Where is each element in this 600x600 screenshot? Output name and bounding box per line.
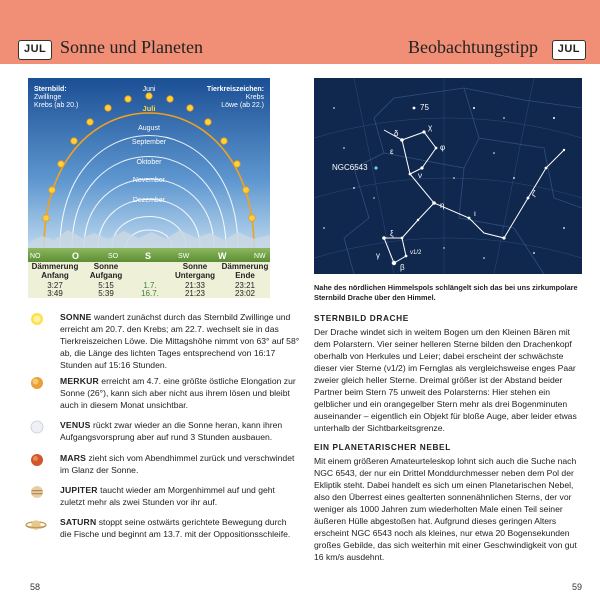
- label-ngc6543: NGC6543: [332, 163, 368, 172]
- sun-icon: [30, 312, 44, 326]
- planet-entry-merkur: [30, 375, 300, 411]
- planet-text: rückt zwar wieder an die Sonne heran, kann ihren Aufgangsvorsprung aber auf rund 3 Stunden ausbauen.: [60, 420, 283, 442]
- draco-star-map: [314, 78, 582, 274]
- table-cell: 5:39: [98, 289, 114, 298]
- table-cell: 21:33: [184, 281, 206, 290]
- left-page-title: Sonne und Planeten: [60, 37, 203, 57]
- tierkreis-label: Tierkreiszeichen:: [206, 86, 264, 93]
- venus-icon: [30, 420, 44, 434]
- month-label-juni: Juni: [142, 86, 156, 93]
- compass-so: SO: [108, 253, 119, 260]
- tierkreis-value-1: Krebs: [245, 94, 264, 101]
- planet-name: SONNE: [60, 312, 92, 322]
- month-label-dezember: Dezember: [132, 197, 166, 204]
- planet-entry-venus: [30, 419, 300, 443]
- label-gamma: γ: [376, 251, 380, 260]
- table-cell: 23:21: [234, 281, 256, 290]
- month-label-juli: Juli: [142, 104, 156, 113]
- label-delta: δ: [394, 129, 399, 138]
- section-heading-nebel: EIN PLANETARISCHER NEBEL: [314, 442, 451, 452]
- month-label-september: September: [131, 139, 167, 146]
- constellation-boundary: [344, 88, 582, 274]
- mars-icon: [30, 453, 44, 467]
- table-cell: 21:23: [184, 289, 206, 298]
- coordinate-grid: [314, 78, 582, 274]
- sun-path-diagram: [28, 78, 270, 262]
- tierkreis-value-2: Löwe (ab 22.): [221, 102, 264, 109]
- label-iota: ι: [474, 209, 476, 218]
- star-map-diagram: [314, 78, 582, 274]
- label-chi: χ: [428, 123, 433, 132]
- planet-text: wandert zunächst durch das Sternbild Zwillinge und erreicht am 20.7. den Krebs; am 22.7. wechselt sie in das Tierkreiszeichen Löwe. Die Mittagshöhe nimmt von 63° auf 58° ab, die Länge des lichten Tages entsprechend von 16:17 Stunden auf 15:16 Stunden.: [60, 312, 300, 370]
- compass-no: NO: [30, 253, 41, 260]
- planet-entry-jupiter: [30, 484, 300, 508]
- planet-name: VENUS: [60, 420, 91, 430]
- table-cell: 5:15: [98, 281, 114, 290]
- planet-text: zieht sich vom Abendhimmel zurück und verschwindet im Glanz der Sonne.: [60, 453, 295, 475]
- month-badge-left: JUL: [18, 40, 52, 60]
- planet-entry-mars: [30, 452, 300, 476]
- planet-text: erreicht am 4.7. eine größte östliche Elongation zur Sonne (26°), kann sich aber nicht aus ihrem lösen und bleibt auch in diesem Monat unsichtbar.: [60, 376, 296, 410]
- table-cell: 23:02: [234, 289, 256, 298]
- label-nu: ν: [418, 171, 422, 180]
- table-header-daemmerung-anfang: Dämmerung Anfang: [31, 262, 79, 280]
- page-number-right: 59: [571, 582, 582, 592]
- planet-entry-saturn: [30, 516, 300, 540]
- jupiter-icon: [30, 485, 44, 499]
- planet-name: JUPITER: [60, 485, 98, 495]
- sun-path-chart: [28, 78, 270, 298]
- right-page-title: Beobachtungstipp: [408, 37, 538, 57]
- label-zeta: ζ: [532, 189, 536, 198]
- constellation-lines: [384, 130, 564, 263]
- sternbild-value-2: Krebs (ab 20.): [34, 102, 79, 109]
- compass-sw: SW: [178, 253, 190, 260]
- compass-o: O: [72, 251, 80, 261]
- label-phi: φ: [440, 143, 446, 152]
- star-map-caption: Nahe des nördlichen Himmelspols schlängelt sich das bei uns zirkumpolare Sternbild Drache über den Himmel.: [314, 283, 578, 302]
- section-text-sternbild: Der Drache windet sich in weitem Bogen um den Kleinen Bären mit dem Polarstern. Vier seiner helleren Sterne bilden den Drachenkopf oberhalb von Herkules und Leier; dabei erscheint der schwächste dieser vier Sterne (ν1/2) im Fernglas als vergleichsweise enges Paar zweier gleich heller Sterne. Dreimal größer ist der Abstand beider Partner beim Stern 75 unweit des Polarsterns: Hier stehen ein gelblicher und ein orangegelber Stern mehr als drei Bogenminuten auseinander – eigentlich ein Objekt für bloße Auge, aber leider etwas unterhalb der Sichtbarkeitsgrenze.: [314, 327, 577, 433]
- sternbild-value-1: Zwillinge: [34, 94, 62, 101]
- label-xi: ξ: [390, 229, 394, 238]
- sun-times-table: [28, 262, 270, 298]
- label-75: 75: [420, 103, 429, 112]
- planet-text: taucht wieder am Morgenhimmel auf und geht zuletzt mehr als zwei Stunden vor ihr auf.: [60, 485, 275, 507]
- table-cell-date: 16.7.: [141, 289, 159, 298]
- section-text-nebel: Mit einem größeren Amateurteleskop lohnt sich auch die Suche nach NGC 6543, der nur ein Drittel Monddurchmesser neben dem Pol der Ekliptik steht. Dabei handelt es sich um einen Planetarischen Nebel, also den Überrest eines gealterten sonnenähnlichen Sterns, der vor weniger als 1000 Jahren zum wiederholten Male einen Teil seiner äußeren Hülle abgestoßen hat. Aufgrund dieses geringen Alters erscheint NGC 6543 noch als kleines, nur etwa 20 Bogensekunden großes Gebilde, das sich weiterhin mit einer Geschwindigkeit von gut 16 km/s ausdehnt.: [314, 456, 577, 562]
- table-header-daemmerung-ende: Dämmerung Ende: [221, 262, 269, 280]
- page-number-left: 58: [30, 582, 41, 592]
- table-cell: 3:27: [47, 281, 63, 290]
- table-header-sonne-aufgang: Sonne Aufgang: [89, 262, 123, 280]
- month-label-august: August: [138, 125, 160, 132]
- table-header-sonne-untergang: Sonne Untergang: [175, 262, 215, 280]
- label-beta: β: [400, 263, 405, 272]
- planet-name: MERKUR: [60, 376, 99, 386]
- planet-name: MARS: [60, 453, 87, 463]
- month-badge-right: JUL: [552, 40, 586, 60]
- label-eta: η: [440, 201, 445, 210]
- compass-s: S: [145, 251, 152, 261]
- compass-nw: NW: [254, 253, 266, 260]
- label-nu12: ν1/2: [410, 250, 422, 256]
- sternbild-label: Sternbild:: [34, 86, 67, 93]
- month-label-november: November: [132, 177, 166, 184]
- compass-w: W: [218, 251, 227, 261]
- month-label-oktober: Oktober: [136, 159, 162, 166]
- planet-text: stoppt seine ostwärts gerichtete Bewegung durch die Fische und beginnt am 13.7. mit der Oppositionsschleife.: [60, 517, 291, 539]
- planet-name: SATURN: [60, 517, 97, 527]
- planet-entry-sonne: [30, 311, 300, 371]
- star-labels: [332, 103, 536, 272]
- table-cell-date: 1.7.: [143, 281, 157, 290]
- ngc6543-marker: [374, 166, 377, 169]
- saturn-icon: [25, 517, 47, 533]
- label-epsilon: ε: [390, 147, 394, 156]
- table-cell: 3:49: [47, 289, 63, 298]
- section-heading-sternbild: STERNBILD DRACHE: [314, 313, 409, 323]
- mercury-icon: [30, 376, 44, 390]
